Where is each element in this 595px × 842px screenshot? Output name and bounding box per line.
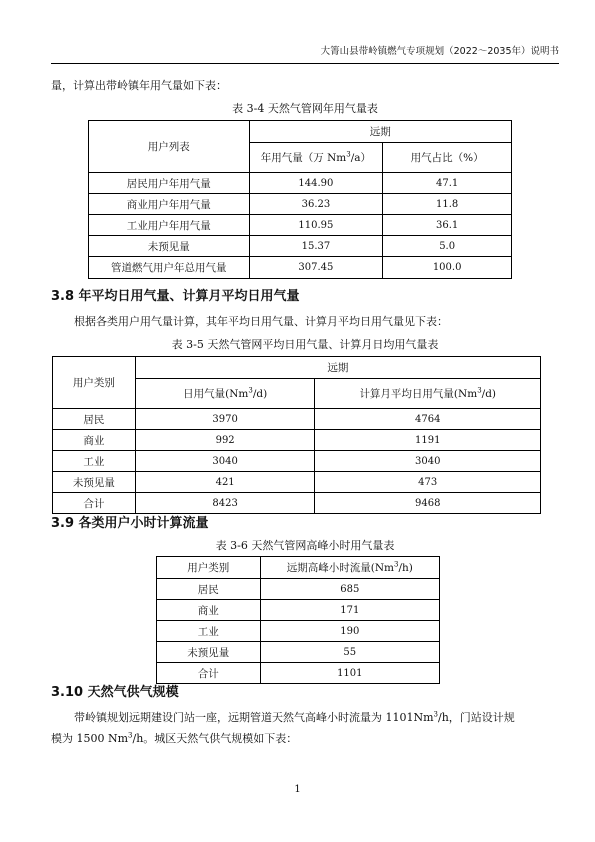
row-label: 未预见量 [53,472,136,493]
page-number: 1 [294,784,301,795]
section-3-8-heading: 3.8 年平均日用气量、计算月平均日用气量 [51,289,300,304]
cell-peak: 190 [260,621,439,642]
table-row [89,215,512,236]
cell-monthly: 4764 [315,409,541,430]
row-label: 居民 [157,579,261,600]
cell-ratio: 100.0 [383,257,512,279]
table-row [89,173,512,194]
cell-amount: 307.45 [249,257,383,279]
cell-monthly: 3040 [315,451,541,472]
section-3-10-heading: 3.10 天然气供气规模 [51,685,179,700]
table-row [53,430,541,451]
cell-daily: 8423 [135,493,315,514]
row-label: 未预见量 [157,642,261,663]
row-label: 商业 [157,600,261,621]
cell-ratio: 5.0 [383,236,512,257]
cell-peak: 685 [260,579,439,600]
table-row [89,257,512,279]
table-row [89,236,512,257]
cell-ratio: 47.1 [383,173,512,194]
row-label: 工业 [53,451,136,472]
table-row [53,472,541,493]
col-header-user: 用户类别 [157,557,261,579]
col-header-user: 用户列表 [89,121,250,173]
cell-daily: 992 [135,430,315,451]
col-header-ratio: 用气占比（%） [383,143,512,173]
table-row [53,451,541,472]
cell-peak: 1101 [260,663,439,684]
cell-daily: 421 [135,472,315,493]
table-3-4-caption: 表 3-4 天然气管网年用气量表 [232,102,378,115]
peak-hour-table [156,556,440,684]
row-label: 管道燃气用户年总用气量 [89,257,250,279]
section-3-9-heading: 3.9 各类用户小时计算流量 [51,516,209,531]
cell-ratio: 11.8 [383,194,512,215]
cell-amount: 36.23 [249,194,383,215]
cell-monthly: 9468 [315,493,541,514]
table-3-6-caption: 表 3-6 天然气管网高峰小时用气量表 [215,539,395,552]
daily-gas-table [52,356,541,514]
table-row [157,642,440,663]
table-row [157,600,440,621]
cell-peak: 171 [260,600,439,621]
col-header-monthly: 计算月平均日用气量(Nm$^3$/d) [315,379,541,409]
header-title: 大箐山县带岭镇燃气专项规划（2022～2035年）说明书 [320,46,559,57]
cell-peak: 55 [260,642,439,663]
row-label: 合计 [53,493,136,514]
cell-amount: 110.95 [249,215,383,236]
cell-daily: 3040 [135,451,315,472]
section-3-8-paragraph: 根据各类用户用气量计算，其年平均日用气量、计算月平均日用气量见下表： [74,315,448,328]
row-label: 工业 [157,621,261,642]
col-header-peak: 远期高峰小时流量(Nm$^3$/h) [260,557,439,579]
section-3-10-paragraph-line2: 模为 1500 Nm$^3$/h。城区天然气供气规模如下表： [51,731,298,745]
col-header-daily: 日用气量(Nm$^3$/d) [135,379,315,409]
table-3-5-caption: 表 3-5 天然气管网平均日用气量、计算月日均用气量表 [171,338,439,351]
cell-ratio: 36.1 [383,215,512,236]
table-row [157,621,440,642]
annual-gas-table [88,120,512,279]
col-header-user: 用户类别 [53,357,136,409]
col-header-group: 远期 [135,357,540,379]
table-row [53,493,541,514]
row-label: 工业用户年用气量 [89,215,250,236]
cell-monthly: 473 [315,472,541,493]
row-label: 居民用户年用气量 [89,173,250,194]
row-label: 合计 [157,663,261,684]
table-row [157,663,440,684]
cell-amount: 15.37 [249,236,383,257]
row-label: 居民 [53,409,136,430]
cell-daily: 3970 [135,409,315,430]
cell-monthly: 1191 [315,430,541,451]
row-label: 商业用户年用气量 [89,194,250,215]
table-row [53,409,541,430]
col-header-amount: 年用气量（万 Nm$^3$/a） [249,143,383,173]
row-label: 未预见量 [89,236,250,257]
col-header-group: 远期 [249,121,511,143]
table-row [157,579,440,600]
section-3-10-paragraph-line1: 带岭镇规划远期建设门站一座，远期管道天然气高峰小时流量为 1101Nm$^3$/h，门站设计规 [74,710,515,724]
cell-amount: 144.90 [249,173,383,194]
table-row [89,194,512,215]
row-label: 商业 [53,430,136,451]
page-header [51,44,559,64]
intro-paragraph: 量，计算出带岭镇年用气量如下表： [51,79,227,92]
